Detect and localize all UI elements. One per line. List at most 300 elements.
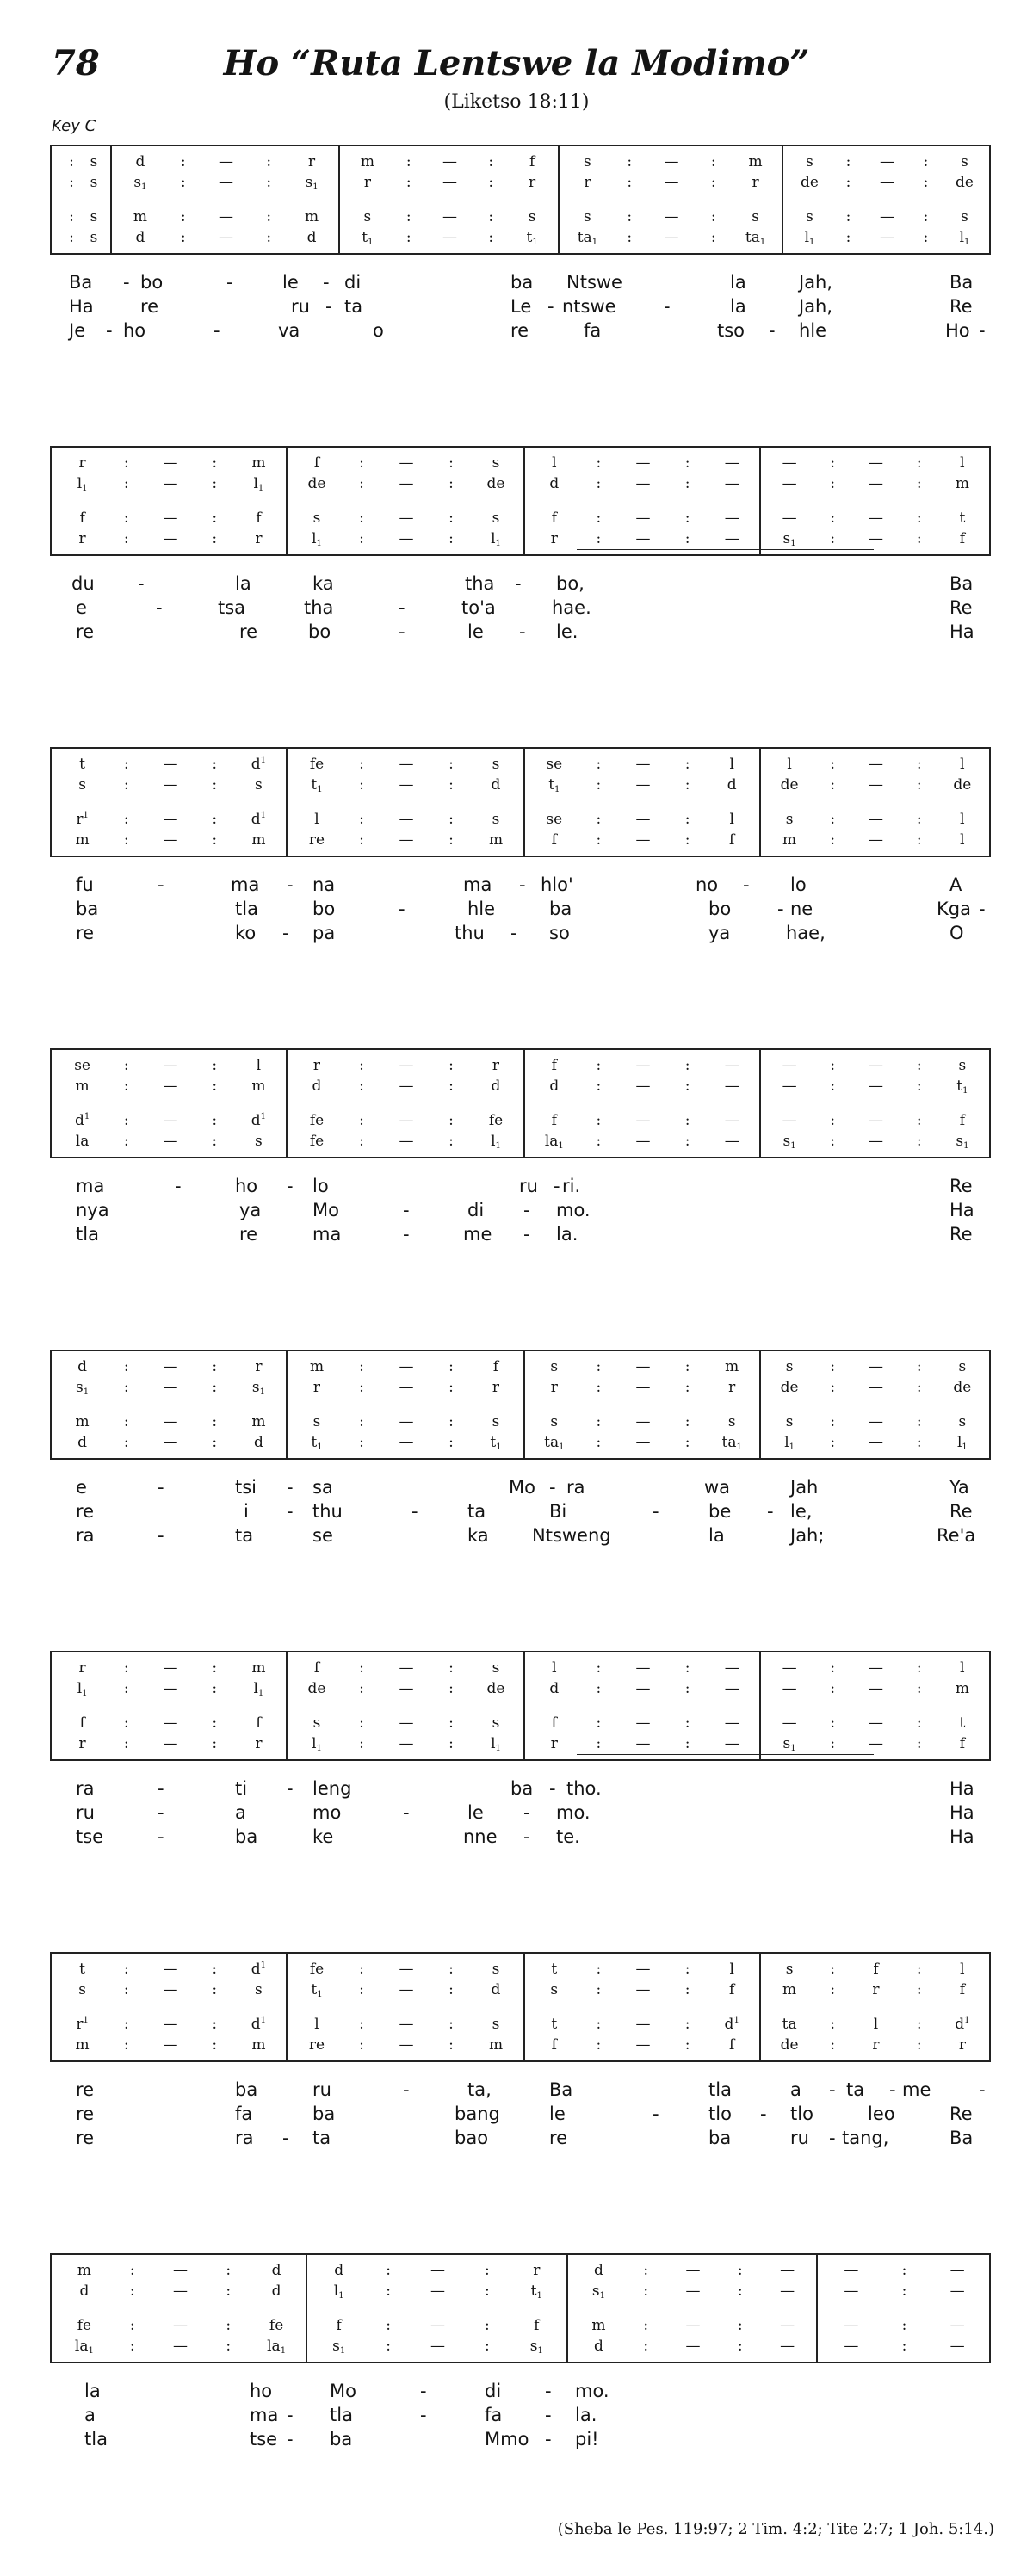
lyric-syllable: ma: [312, 1224, 342, 1245]
hold-dash: —: [635, 510, 651, 527]
lyric-syllable: tse: [76, 1826, 104, 1847]
solfa-note: m: [748, 153, 763, 170]
lyric-syllable: re: [549, 2128, 568, 2148]
solfa-note: l: [314, 811, 319, 828]
syllable-hyphen: -: [287, 1477, 294, 1498]
voice-row: [52, 1658, 989, 1678]
beat-separator: :: [212, 1057, 218, 1074]
beat-separator: :: [830, 1413, 836, 1430]
beat-separator: :: [359, 1413, 364, 1430]
syllable-hyphen: -: [743, 874, 750, 895]
hold-dash: —: [399, 1133, 414, 1150]
solfa-note: $r^1$: [76, 811, 89, 828]
solfa-note: $ta_1$: [721, 1434, 742, 1452]
syllable-hyphen: -: [158, 1826, 164, 1847]
hold-dash: —: [868, 1680, 883, 1697]
lyric-syllable: hle: [799, 320, 827, 341]
beat-separator: :: [448, 2036, 454, 2054]
lyrics-block: [50, 1176, 991, 1253]
hold-dash: —: [868, 1358, 883, 1375]
lyric-syllable: Re: [949, 597, 973, 618]
beat-separator: :: [901, 2338, 907, 2355]
key-signature: Key C: [52, 117, 96, 135]
hold-dash: —: [724, 530, 739, 547]
solfa-note: $d^1$: [251, 811, 267, 828]
hold-dash: —: [664, 153, 679, 170]
score-system: [50, 145, 991, 349]
solfa-note: m: [360, 153, 374, 170]
solfa-note: $l_1$: [784, 1434, 795, 1452]
voice-row: [52, 2014, 989, 2035]
solfa-staff: [50, 446, 991, 556]
solfa-note: d: [334, 2262, 344, 2279]
beat-separator: :: [123, 776, 129, 794]
lyric-syllable: le.: [556, 621, 578, 642]
beat-separator: :: [596, 1735, 602, 1752]
beat-separator: :: [485, 2262, 490, 2279]
hold-dash: —: [724, 1659, 739, 1677]
hold-dash: —: [868, 831, 883, 849]
beat-separator: :: [266, 174, 272, 191]
hold-dash: —: [399, 1714, 414, 1732]
solfa-note: s: [785, 1413, 794, 1430]
hold-dash: —: [724, 1112, 739, 1129]
solfa-note: f: [551, 1112, 557, 1129]
syllable-hyphen: -: [653, 1501, 659, 1522]
solfa-note: re: [308, 831, 325, 849]
syllable-hyphen: -: [523, 1224, 530, 1245]
solfa-note: f: [551, 1057, 557, 1074]
beat-separator: :: [448, 1078, 454, 1095]
hold-dash: —: [399, 756, 414, 773]
hold-dash: —: [635, 1714, 651, 1732]
solfa-note: m: [782, 1981, 797, 1998]
solfa-note: d: [312, 1078, 322, 1095]
lyric-syllable: tha: [465, 573, 495, 594]
beat-separator: :: [923, 153, 929, 170]
voice-row: [52, 2281, 989, 2301]
beat-separator: :: [359, 530, 364, 547]
solfa-note: m: [488, 2036, 504, 2054]
syllable-hyphen: -: [519, 621, 526, 642]
hold-dash: —: [399, 1735, 414, 1752]
lyric-syllable: pa: [312, 923, 336, 943]
beat-separator: :: [180, 153, 186, 170]
solfa-note: d: [491, 1981, 501, 1998]
beat-separator: :: [123, 811, 129, 828]
beat-separator: :: [359, 811, 364, 828]
lyric-syllable: re: [76, 2128, 95, 2148]
hold-dash: —: [868, 1735, 883, 1752]
beat-separator: :: [129, 2317, 135, 2334]
lyric-syllable: ma: [250, 2405, 279, 2425]
beat-separator: :: [643, 2262, 649, 2279]
beat-separator: :: [359, 831, 364, 849]
hold-dash: —: [172, 2283, 188, 2300]
syllable-hyphen: -: [287, 2405, 294, 2425]
solfa-note: ta: [782, 2016, 797, 2033]
lyrics-block: [50, 1477, 991, 1554]
syllable-hyphen: -: [158, 1802, 164, 1823]
lyric-syllable: te.: [556, 1826, 580, 1847]
hold-dash: —: [782, 475, 797, 492]
hold-dash: —: [664, 229, 679, 246]
solfa-note: $s_1$: [956, 1133, 969, 1151]
beat-separator: :: [830, 811, 836, 828]
solfa-note: l: [960, 831, 965, 849]
beat-separator: :: [359, 1659, 364, 1677]
beat-separator: :: [485, 2338, 490, 2355]
solfa-note: $t_1$: [530, 2283, 542, 2301]
beat-separator: :: [845, 229, 851, 246]
solfa-note: s: [550, 1981, 559, 1998]
lyric-syllable: ru: [76, 1802, 95, 1823]
hold-dash: —: [163, 1358, 178, 1375]
lyric-syllable: le: [467, 621, 484, 642]
hold-dash: —: [780, 2283, 795, 2300]
solfa-note: m: [782, 831, 797, 849]
solfa-note: d: [491, 1078, 501, 1095]
lyric-syllable: tang,: [842, 2128, 889, 2148]
solfa-note: de: [307, 1680, 326, 1697]
lyric-syllable: ta,: [467, 2079, 492, 2100]
solfa-note: d: [135, 229, 145, 246]
tie-line: [577, 1754, 848, 1755]
solfa-note: r: [958, 2036, 966, 2054]
solfa-note: $l_1$: [491, 1133, 501, 1151]
lyric-syllable: se: [312, 1525, 333, 1546]
solfa-note: $d^1$: [724, 2016, 739, 2033]
solfa-note: r: [312, 1379, 321, 1396]
lyric-syllable: la: [708, 1525, 725, 1546]
lyric-syllable: la: [84, 2381, 101, 2401]
lyric-syllable: Ntsweng: [532, 1525, 611, 1546]
beat-separator: :: [710, 229, 716, 246]
solfa-note: s: [584, 153, 591, 170]
lyric-syllable: ho: [123, 320, 146, 341]
beat-separator: :: [684, 454, 690, 472]
hold-dash: —: [399, 1379, 414, 1396]
solfa-note: s: [492, 510, 500, 527]
lyric-syllable: ra: [76, 1525, 95, 1546]
solfa-note: $t_1$: [311, 1434, 323, 1452]
lyric-syllable: ru: [519, 1176, 538, 1196]
beat-separator: :: [226, 2262, 232, 2279]
beat-separator: :: [684, 2016, 690, 2033]
beat-separator: :: [212, 2036, 218, 2054]
voice-row: [52, 830, 989, 850]
voice-row: [52, 1055, 989, 1076]
solfa-note: s: [958, 1413, 967, 1430]
solfa-note: se: [546, 811, 563, 828]
solfa-note: m: [725, 1358, 739, 1375]
lyric-syllable: le: [467, 1802, 484, 1823]
solfa-staff: [50, 1651, 991, 1761]
solfa-note: s: [492, 756, 500, 773]
beat-separator: :: [901, 2317, 907, 2334]
solfa-note: fe: [269, 2317, 284, 2334]
solfa-note: d: [79, 2283, 90, 2300]
beat-separator: :: [684, 1680, 690, 1697]
hold-dash: —: [399, 1659, 414, 1677]
lyric-syllable: ho: [235, 1176, 258, 1196]
beat-separator: :: [212, 1358, 218, 1375]
hold-dash: —: [430, 2317, 445, 2334]
hold-dash: —: [635, 1133, 651, 1150]
syllable-hyphen: -: [554, 1176, 560, 1196]
lyric-syllable: Re: [949, 296, 973, 317]
hold-dash: —: [635, 1735, 651, 1752]
beat-separator: :: [923, 229, 929, 246]
beat-separator: :: [596, 1078, 602, 1095]
beat-separator: :: [596, 1680, 602, 1697]
beat-separator: :: [69, 229, 74, 246]
verse-line: [50, 1778, 991, 1802]
beat-separator: :: [830, 475, 836, 492]
solfa-note: de: [953, 1379, 972, 1396]
hold-dash: —: [635, 1112, 651, 1129]
beat-separator: :: [123, 1057, 129, 1074]
solfa-note: m: [75, 2036, 90, 2054]
hold-dash: —: [635, 1659, 651, 1677]
syllable-hyphen: -: [420, 2381, 427, 2401]
solfa-note: de: [780, 776, 799, 794]
lyric-syllable: re: [76, 1501, 95, 1522]
hold-dash: —: [163, 530, 178, 547]
solfa-note: s: [550, 1358, 559, 1375]
solfa-note: s: [90, 208, 98, 225]
lyric-syllable: Re: [949, 1176, 973, 1196]
hold-dash: —: [163, 1735, 178, 1752]
beat-separator: :: [684, 1379, 690, 1396]
solfa-note: r: [584, 174, 591, 191]
solfa-note: $l_1$: [253, 1680, 264, 1698]
beat-separator: :: [684, 2036, 690, 2054]
solfa-note: l: [729, 1961, 734, 1978]
lyric-syllable: hle: [467, 899, 496, 919]
hold-dash: —: [880, 153, 894, 170]
solfa-note: $t_1$: [526, 229, 538, 247]
beat-separator: :: [359, 756, 364, 773]
solfa-note: l: [960, 811, 965, 828]
lyric-syllable: tso: [717, 320, 745, 341]
solfa-note: $l_1$: [491, 1735, 501, 1753]
hold-dash: —: [442, 208, 457, 225]
syllable-hyphen: -: [510, 923, 517, 943]
beat-separator: :: [212, 1379, 218, 1396]
lyric-syllable: tsi: [235, 1477, 257, 1498]
beat-separator: :: [123, 510, 129, 527]
hold-dash: —: [724, 454, 739, 472]
verse-line: [50, 2103, 991, 2128]
hold-dash: —: [163, 2036, 178, 2054]
beat-separator: :: [123, 1659, 129, 1677]
hold-dash: —: [949, 2317, 965, 2334]
solfa-note: f: [534, 2317, 540, 2334]
solfa-note: d: [253, 1434, 263, 1451]
lyric-syllable: Ha: [949, 1778, 974, 1799]
lyric-syllable: Ba: [549, 2079, 573, 2100]
lyric-syllable: ke: [312, 1826, 334, 1847]
hold-dash: —: [635, 1680, 651, 1697]
beat-separator: :: [596, 776, 602, 794]
solfa-note: f: [729, 831, 735, 849]
lyric-syllable: pi!: [575, 2429, 599, 2449]
lyrics-block: [50, 1778, 991, 1856]
beat-separator: :: [212, 1078, 218, 1095]
beat-separator: :: [359, 2036, 364, 2054]
solfa-note: m: [251, 454, 266, 472]
syllable-hyphen: -: [399, 899, 405, 919]
hold-dash: —: [724, 1057, 739, 1074]
beat-separator: :: [359, 2016, 364, 2033]
hold-dash: —: [172, 2262, 188, 2279]
beat-separator: :: [359, 1112, 364, 1129]
lyric-syllable: ko: [235, 923, 257, 943]
solfa-note: r: [78, 454, 86, 472]
lyric-syllable: ba: [235, 1826, 258, 1847]
solfa-note: s: [958, 1358, 967, 1375]
hold-dash: —: [868, 1413, 883, 1430]
beat-separator: :: [596, 1961, 602, 1978]
solfa-staff: [50, 1048, 991, 1158]
beat-separator: :: [405, 208, 411, 225]
hold-dash: —: [780, 2317, 795, 2334]
beat-separator: :: [643, 2283, 649, 2300]
solfa-note: s: [961, 208, 968, 225]
lyric-syllable: Ya: [949, 1477, 969, 1498]
lyric-syllable: thu: [312, 1501, 343, 1522]
solfa-note: s: [312, 1413, 321, 1430]
beat-separator: :: [488, 153, 494, 170]
solfa-note: $s_1$: [529, 2338, 543, 2356]
lyric-syllable: bao: [455, 2128, 489, 2148]
beat-separator: :: [830, 510, 836, 527]
beat-separator: :: [684, 1659, 690, 1677]
solfa-note: r: [752, 174, 759, 191]
syllable-hyphen: -: [664, 296, 671, 317]
beat-separator: :: [123, 2016, 129, 2033]
syllable-hyphen: -: [549, 1778, 556, 1799]
solfa-note: t: [551, 1961, 558, 1978]
voice-row: [52, 1110, 989, 1131]
beat-separator: :: [923, 208, 929, 225]
beat-separator: :: [737, 2317, 743, 2334]
beat-separator: :: [359, 776, 364, 794]
verse-line: [50, 923, 991, 947]
hold-dash: —: [868, 1434, 883, 1451]
lyric-syllable: Kga: [937, 899, 971, 919]
syllable-hyphen: -: [979, 899, 986, 919]
solfa-note: t: [551, 2016, 558, 2033]
beat-separator: :: [212, 776, 218, 794]
beat-separator: :: [448, 530, 454, 547]
syllable-hyphen: -: [523, 1826, 530, 1847]
solfa-note: d: [77, 1358, 88, 1375]
voice-row: [52, 1713, 989, 1733]
beat-separator: :: [123, 1379, 129, 1396]
hold-dash: —: [399, 2016, 414, 2033]
beat-separator: :: [123, 530, 129, 547]
syllable-hyphen: -: [175, 1176, 182, 1196]
beat-separator: :: [266, 153, 272, 170]
verse-line: [50, 1525, 991, 1549]
beat-separator: :: [916, 2036, 922, 2054]
lyric-syllable: re: [76, 621, 95, 642]
voice-row: [52, 1131, 989, 1152]
solfa-note: $s_1$: [782, 530, 796, 548]
solfa-note: f: [551, 831, 557, 849]
beat-separator: :: [916, 1714, 922, 1732]
hold-dash: —: [163, 1379, 178, 1396]
solfa-note: s: [492, 454, 500, 472]
solfa-note: d: [271, 2262, 281, 2279]
lyric-syllable: Ba: [949, 272, 974, 293]
lyric-syllable: ba: [510, 272, 534, 293]
beat-separator: :: [830, 1961, 836, 1978]
verse-line: [50, 272, 991, 296]
score-system: [50, 1350, 991, 1554]
solfa-note: f: [336, 2317, 342, 2334]
syllable-hyphen: -: [287, 1176, 294, 1196]
lyric-syllable: fa: [485, 2405, 503, 2425]
hold-dash: —: [685, 2262, 701, 2279]
hold-dash: —: [635, 1961, 651, 1978]
beat-separator: :: [226, 2338, 232, 2355]
solfa-note: fe: [488, 1112, 504, 1129]
lyrics-block: [50, 874, 991, 952]
beat-separator: :: [596, 811, 602, 828]
solfa-note: m: [251, 1413, 266, 1430]
beat-separator: :: [448, 475, 454, 492]
hold-dash: —: [844, 2262, 859, 2279]
beat-separator: :: [359, 1961, 364, 1978]
syllable-hyphen: -: [547, 296, 554, 317]
beat-separator: :: [405, 174, 411, 191]
beat-separator: :: [359, 1680, 364, 1697]
hold-dash: —: [635, 1413, 651, 1430]
lyric-syllable: leng: [312, 1778, 352, 1799]
beat-separator: :: [212, 1961, 218, 1978]
solfa-note: s: [752, 208, 759, 225]
lyric-syllable: ba: [330, 2429, 353, 2449]
hold-dash: —: [172, 2338, 188, 2355]
solfa-note: t: [959, 510, 966, 527]
lyric-syllable: bang: [455, 2103, 500, 2124]
lyric-syllable: Jah,: [799, 296, 833, 317]
lyric-syllable: le,: [790, 1501, 813, 1522]
beat-separator: :: [627, 229, 633, 246]
beat-separator: :: [212, 1133, 218, 1150]
solfa-note: m: [75, 831, 90, 849]
solfa-note: s: [492, 1659, 500, 1677]
lyric-syllable: ma: [231, 874, 260, 895]
solfa-note: $l_1$: [491, 530, 501, 548]
solfa-note: s: [90, 153, 98, 170]
lyric-syllable: tho.: [566, 1778, 602, 1799]
solfa-note: d: [271, 2283, 281, 2300]
beat-separator: :: [212, 510, 218, 527]
beat-separator: :: [916, 2016, 922, 2033]
beat-separator: :: [684, 776, 690, 794]
lyric-syllable: nne: [463, 1826, 498, 1847]
solfa-note: $l_1$: [253, 475, 264, 493]
syllable-hyphen: -: [399, 621, 405, 642]
beat-separator: :: [916, 831, 922, 849]
hold-dash: —: [399, 831, 414, 849]
lyric-syllable: fa: [235, 2103, 253, 2124]
hold-dash: —: [664, 208, 679, 225]
